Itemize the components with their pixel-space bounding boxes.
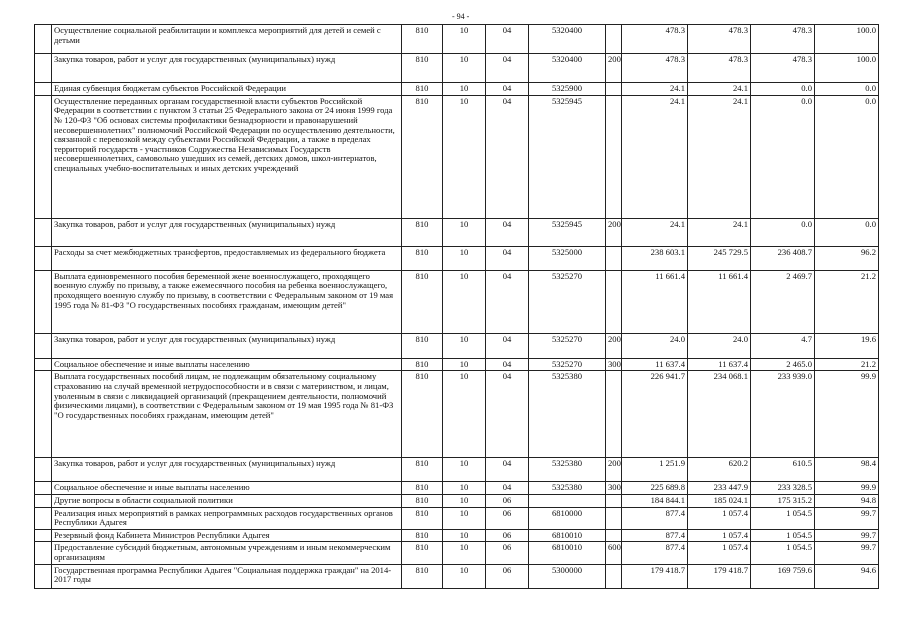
execution-percent: 99.9	[815, 371, 879, 458]
row-margin-cell	[35, 371, 52, 458]
expense-type-code: 600	[606, 542, 622, 564]
subsection-code: 04	[486, 270, 529, 333]
section-code: 10	[443, 458, 486, 482]
execution-percent: 0.0	[815, 95, 879, 218]
table-row	[35, 25, 879, 54]
executed-amount: 236 408.7	[751, 246, 815, 270]
execution-percent: 0.0	[815, 83, 879, 96]
section-code: 10	[443, 95, 486, 218]
table-row	[35, 83, 879, 96]
refined-amount: 24.0	[688, 333, 751, 358]
approved-amount: 24.1	[622, 83, 688, 96]
ved-code: 810	[402, 482, 443, 495]
approved-amount: 1 251.9	[622, 458, 688, 482]
table-row	[35, 95, 879, 218]
row-margin-cell	[35, 25, 52, 54]
row-margin-cell	[35, 564, 52, 588]
approved-amount: 24.1	[622, 95, 688, 218]
section-code: 10	[443, 542, 486, 564]
expense-type-code	[606, 564, 622, 588]
subsection-code: 06	[486, 529, 529, 542]
subsection-code: 06	[486, 507, 529, 529]
row-name: Закупка товаров, работ и услуг для государственных (муниципальных) нужд	[52, 218, 402, 246]
executed-amount: 169 759.6	[751, 564, 815, 588]
row-margin-cell	[35, 83, 52, 96]
refined-amount: 233 447.9	[688, 482, 751, 495]
approved-amount: 877.4	[622, 507, 688, 529]
ved-code: 810	[402, 218, 443, 246]
ved-code: 810	[402, 246, 443, 270]
execution-percent: 19.6	[815, 333, 879, 358]
ved-code: 810	[402, 270, 443, 333]
expense-type-code	[606, 246, 622, 270]
refined-amount: 245 729.5	[688, 246, 751, 270]
row-name: Выплата единовременного пособия беременной жене военнослужащего, проходящего военную службу по призыву, а также ежемесячного пособия на ребенка военнослужащего, проходящего военную службу по призыву, в соответствии с Федеральным законом от 19 мая 1995 года № 81-ФЗ "О государственных пособиях гражданам, имеющим детей"	[52, 270, 402, 333]
approved-amount: 24.1	[622, 218, 688, 246]
target-code: 5325900	[529, 83, 606, 96]
refined-amount: 179 418.7	[688, 564, 751, 588]
expense-type-code	[606, 494, 622, 507]
ved-code: 810	[402, 83, 443, 96]
execution-percent: 0.0	[815, 218, 879, 246]
execution-percent: 99.7	[815, 529, 879, 542]
subsection-code: 04	[486, 371, 529, 458]
ved-code: 810	[402, 95, 443, 218]
executed-amount: 175 315.2	[751, 494, 815, 507]
row-name: Социальное обеспечение и иные выплаты населению	[52, 358, 402, 371]
subsection-code: 04	[486, 83, 529, 96]
refined-amount: 11 661.4	[688, 270, 751, 333]
expense-type-code	[606, 95, 622, 218]
target-code	[529, 494, 606, 507]
approved-amount: 11 661.4	[622, 270, 688, 333]
executed-amount: 0.0	[751, 218, 815, 246]
executed-amount: 0.0	[751, 83, 815, 96]
approved-amount: 184 844.1	[622, 494, 688, 507]
ved-code: 810	[402, 54, 443, 83]
table-row	[35, 482, 879, 495]
refined-amount: 185 024.1	[688, 494, 751, 507]
executed-amount: 0.0	[751, 95, 815, 218]
subsection-code: 04	[486, 246, 529, 270]
target-code: 6810010	[529, 542, 606, 564]
table-row	[35, 358, 879, 371]
row-name: Расходы за счет межбюджетных трансфертов, предоставляемых из федерального бюджета	[52, 246, 402, 270]
expense-type-code	[606, 25, 622, 54]
table-row	[35, 494, 879, 507]
table-row	[35, 333, 879, 358]
table-row	[35, 564, 879, 588]
section-code: 10	[443, 83, 486, 96]
expense-type-code: 200	[606, 333, 622, 358]
row-name: Другие вопросы в области социальной политики	[52, 494, 402, 507]
ved-code: 810	[402, 494, 443, 507]
expense-type-code: 200	[606, 458, 622, 482]
table-row	[35, 54, 879, 83]
refined-amount: 24.1	[688, 218, 751, 246]
target-code: 5325945	[529, 95, 606, 218]
target-code: 5325945	[529, 218, 606, 246]
approved-amount: 238 603.1	[622, 246, 688, 270]
row-name: Социальное обеспечение и иные выплаты населению	[52, 482, 402, 495]
section-code: 10	[443, 482, 486, 495]
row-margin-cell	[35, 507, 52, 529]
table-row	[35, 507, 879, 529]
approved-amount: 478.3	[622, 25, 688, 54]
executed-amount: 4.7	[751, 333, 815, 358]
ved-code: 810	[402, 371, 443, 458]
subsection-code: 04	[486, 358, 529, 371]
subsection-code: 06	[486, 564, 529, 588]
table-row	[35, 458, 879, 482]
ved-code: 810	[402, 542, 443, 564]
refined-amount: 478.3	[688, 25, 751, 54]
target-code: 5325270	[529, 270, 606, 333]
refined-amount: 1 057.4	[688, 529, 751, 542]
executed-amount: 233 939.0	[751, 371, 815, 458]
ved-code: 810	[402, 564, 443, 588]
approved-amount: 24.0	[622, 333, 688, 358]
table-row	[35, 529, 879, 542]
target-code: 5325380	[529, 458, 606, 482]
executed-amount: 233 328.5	[751, 482, 815, 495]
approved-amount: 478.3	[622, 54, 688, 83]
table-row	[35, 371, 879, 458]
execution-percent: 99.7	[815, 507, 879, 529]
section-code: 10	[443, 371, 486, 458]
execution-percent: 96.2	[815, 246, 879, 270]
target-code: 5320400	[529, 25, 606, 54]
approved-amount: 226 941.7	[622, 371, 688, 458]
subsection-code: 04	[486, 54, 529, 83]
row-margin-cell	[35, 529, 52, 542]
executed-amount: 1 054.5	[751, 507, 815, 529]
row-name: Осуществление социальной реабилитации и комплекса мероприятий для детей и семей с детьми	[52, 25, 402, 54]
refined-amount: 620.2	[688, 458, 751, 482]
execution-percent: 99.9	[815, 482, 879, 495]
budget-table	[34, 24, 879, 589]
section-code: 10	[443, 529, 486, 542]
row-name: Государственная программа Республики Адыгея "Социальная поддержка граждан" на 2014-2017 годы	[52, 564, 402, 588]
table-body	[35, 25, 879, 589]
section-code: 10	[443, 564, 486, 588]
expense-type-code: 300	[606, 482, 622, 495]
expense-type-code: 200	[606, 218, 622, 246]
row-margin-cell	[35, 458, 52, 482]
section-code: 10	[443, 246, 486, 270]
subsection-code: 04	[486, 458, 529, 482]
execution-percent: 21.2	[815, 358, 879, 371]
ved-code: 810	[402, 358, 443, 371]
section-code: 10	[443, 270, 486, 333]
target-code: 5325270	[529, 358, 606, 371]
expense-type-code: 300	[606, 358, 622, 371]
subsection-code: 04	[486, 333, 529, 358]
subsection-code: 06	[486, 542, 529, 564]
row-margin-cell	[35, 218, 52, 246]
approved-amount: 179 418.7	[622, 564, 688, 588]
row-margin-cell	[35, 482, 52, 495]
row-name: Закупка товаров, работ и услуг для государственных (муниципальных) нужд	[52, 333, 402, 358]
expense-type-code: 200	[606, 54, 622, 83]
row-margin-cell	[35, 95, 52, 218]
row-margin-cell	[35, 542, 52, 564]
section-code: 10	[443, 494, 486, 507]
ved-code: 810	[402, 507, 443, 529]
target-code: 5325380	[529, 371, 606, 458]
row-name: Закупка товаров, работ и услуг для государственных (муниципальных) нужд	[52, 458, 402, 482]
row-name: Осуществление переданных органам государственной власти субъектов Российской Федерации в соответствии с пунктом 3 статьи 25 Федерального закона от 24 июня 1999 года № 120-ФЗ "Об основах системы профилактики безнадзорности и правонарушений несовершеннолетних" полномочий Российской Федерации по осуществлению деятельности, связанной с перевозкой между субъектами Российской Федерации, а также в пределах территорий государств - участников Содружества Независимых Государств несовершеннолетних, самовольно ушедших из семей, детских домов, школ-интернатов, специальных учебно-воспитательных и иных детских учреждений	[52, 95, 402, 218]
target-code: 6810000	[529, 507, 606, 529]
subsection-code: 06	[486, 494, 529, 507]
row-name: Выплата государственных пособий лицам, не подлежащим обязательному социальному страхованию на случай временной нетрудоспособности и в связи с материнством, и лицам, уволенным в связи с ликвидацией организаций (прекращением деятельности, полномочий физическими лицами), в соответствии с Федеральным законом от 19 мая 1995 года № 81-ФЗ "О государственных пособиях гражданам, имеющим детей"	[52, 371, 402, 458]
executed-amount: 610.5	[751, 458, 815, 482]
refined-amount: 11 637.4	[688, 358, 751, 371]
target-code: 5325380	[529, 482, 606, 495]
row-margin-cell	[35, 358, 52, 371]
executed-amount: 478.3	[751, 25, 815, 54]
target-code: 5325270	[529, 333, 606, 358]
executed-amount: 478.3	[751, 54, 815, 83]
refined-amount: 24.1	[688, 83, 751, 96]
executed-amount: 2 465.0	[751, 358, 815, 371]
executed-amount: 2 469.7	[751, 270, 815, 333]
table-row	[35, 542, 879, 564]
row-name: Закупка товаров, работ и услуг для государственных (муниципальных) нужд	[52, 54, 402, 83]
execution-percent: 94.8	[815, 494, 879, 507]
subsection-code: 04	[486, 95, 529, 218]
section-code: 10	[443, 218, 486, 246]
expense-type-code	[606, 507, 622, 529]
row-name: Единая субвенция бюджетам субъектов Российской Федерации	[52, 83, 402, 96]
page-number: - 94 -	[452, 12, 470, 21]
row-margin-cell	[35, 333, 52, 358]
section-code: 10	[443, 333, 486, 358]
row-margin-cell	[35, 54, 52, 83]
ved-code: 810	[402, 333, 443, 358]
section-code: 10	[443, 358, 486, 371]
expense-type-code	[606, 83, 622, 96]
approved-amount: 11 637.4	[622, 358, 688, 371]
refined-amount: 234 068.1	[688, 371, 751, 458]
row-name: Резервный фонд Кабинета Министров Республики Адыгея	[52, 529, 402, 542]
execution-percent: 100.0	[815, 54, 879, 83]
ved-code: 810	[402, 529, 443, 542]
approved-amount: 225 689.8	[622, 482, 688, 495]
executed-amount: 1 054.5	[751, 542, 815, 564]
section-code: 10	[443, 25, 486, 54]
target-code: 6810010	[529, 529, 606, 542]
section-code: 10	[443, 54, 486, 83]
executed-amount: 1 054.5	[751, 529, 815, 542]
execution-percent: 98.4	[815, 458, 879, 482]
execution-percent: 94.6	[815, 564, 879, 588]
refined-amount: 478.3	[688, 54, 751, 83]
row-margin-cell	[35, 246, 52, 270]
refined-amount: 24.1	[688, 95, 751, 218]
row-margin-cell	[35, 270, 52, 333]
subsection-code: 04	[486, 482, 529, 495]
row-name: Реализация иных мероприятий в рамках непрограммных расходов государственных органов Республики Адыгея	[52, 507, 402, 529]
refined-amount: 1 057.4	[688, 507, 751, 529]
target-code: 5325000	[529, 246, 606, 270]
table-row	[35, 218, 879, 246]
expense-type-code	[606, 270, 622, 333]
target-code: 5300000	[529, 564, 606, 588]
execution-percent: 100.0	[815, 25, 879, 54]
ved-code: 810	[402, 458, 443, 482]
subsection-code: 04	[486, 25, 529, 54]
execution-percent: 21.2	[815, 270, 879, 333]
approved-amount: 877.4	[622, 542, 688, 564]
table-row	[35, 270, 879, 333]
expense-type-code	[606, 529, 622, 542]
expense-type-code	[606, 371, 622, 458]
subsection-code: 04	[486, 218, 529, 246]
target-code: 5320400	[529, 54, 606, 83]
refined-amount: 1 057.4	[688, 542, 751, 564]
row-margin-cell	[35, 494, 52, 507]
ved-code: 810	[402, 25, 443, 54]
row-name: Предоставление субсидий бюджетным, автономным учреждениям и иным некоммерческим организациям	[52, 542, 402, 564]
section-code: 10	[443, 507, 486, 529]
approved-amount: 877.4	[622, 529, 688, 542]
table-row	[35, 246, 879, 270]
execution-percent: 99.7	[815, 542, 879, 564]
